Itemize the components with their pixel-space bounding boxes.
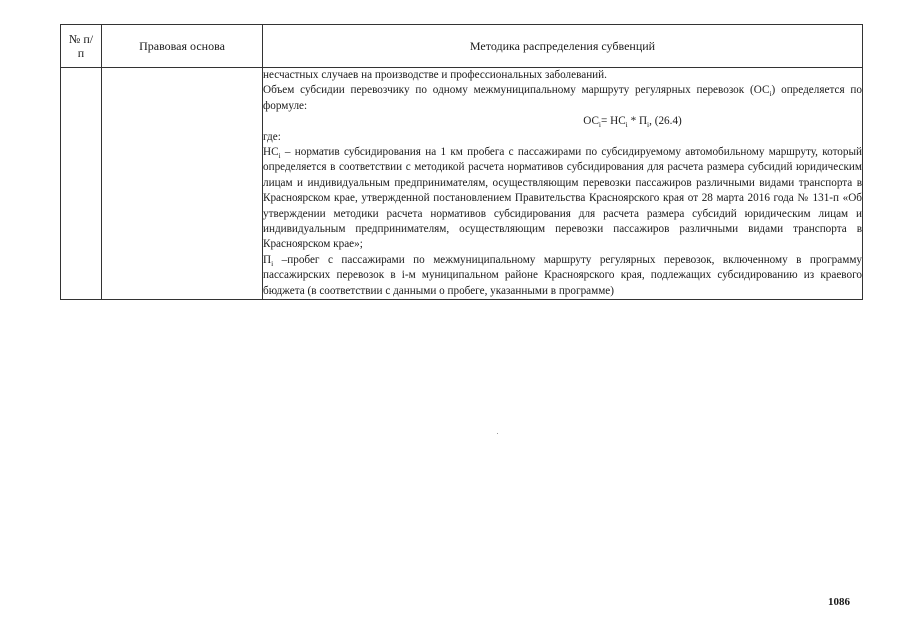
cell-methodology bbox=[263, 68, 863, 300]
page-number: 1086 bbox=[828, 596, 850, 608]
subvention-methodology-table bbox=[60, 24, 863, 300]
header-methodology: Методика распределения субвенций bbox=[263, 25, 863, 68]
header-legal-basis: Правовая основа bbox=[102, 25, 263, 68]
methodology-where: где: bbox=[263, 130, 281, 143]
header-number bbox=[61, 25, 102, 68]
methodology-intro: Объем субсидии перевозчику по одному межмуниципальному маршруту регулярных перевозок $(ОС_i)$ определяется по формуле: bbox=[263, 84, 862, 112]
table-header-row bbox=[61, 25, 863, 68]
table-row bbox=[61, 68, 863, 300]
definition-nc: $НС_i$ – норматив субсидирования на 1 км пробега с пассажирами по субсидируемому автомобильному маршруту, который определяется в соответствии с методикой расчета нормативов субсидирования для расчета размера субсидий юридическим лицам и индивидуальным предпринимателям, осуществляющим перевозки пассажиров различными видами транспорта в Красноярском крае, утвержденной постановлением Правительства Красноярского края от 28 марта 2016 года № 131-п «Об утверждении методики расчета нормативов субсидирования для расчета размера субсидий юридическим лицам и индивидуальным предпринимателям, осуществляющим перевозки пассажиров различными видами транспорта в Красноярском крае»; bbox=[263, 146, 862, 251]
scan-speck bbox=[497, 433, 498, 434]
cell-legal-basis bbox=[102, 68, 263, 300]
formula-26-4: $ОС_i= НС_i * П_i$, (26.4) bbox=[583, 115, 682, 130]
cell-number bbox=[61, 68, 102, 300]
methodology-continued-line: несчастных случаев на производстве и профессиональных заболеваний. bbox=[263, 69, 607, 81]
definition-p: $П_i$ –пробег с пассажирами по межмуниципальному маршруту регулярных перевозок, включенному в программу пассажирских перевозок в i-м муниципальном районе Красноярского края, подлежащих субсидированию из краевого бюджета (в соответствии с данными о пробеге, указанными в программе) bbox=[263, 253, 862, 297]
header-number-label: № п/п bbox=[68, 32, 94, 60]
